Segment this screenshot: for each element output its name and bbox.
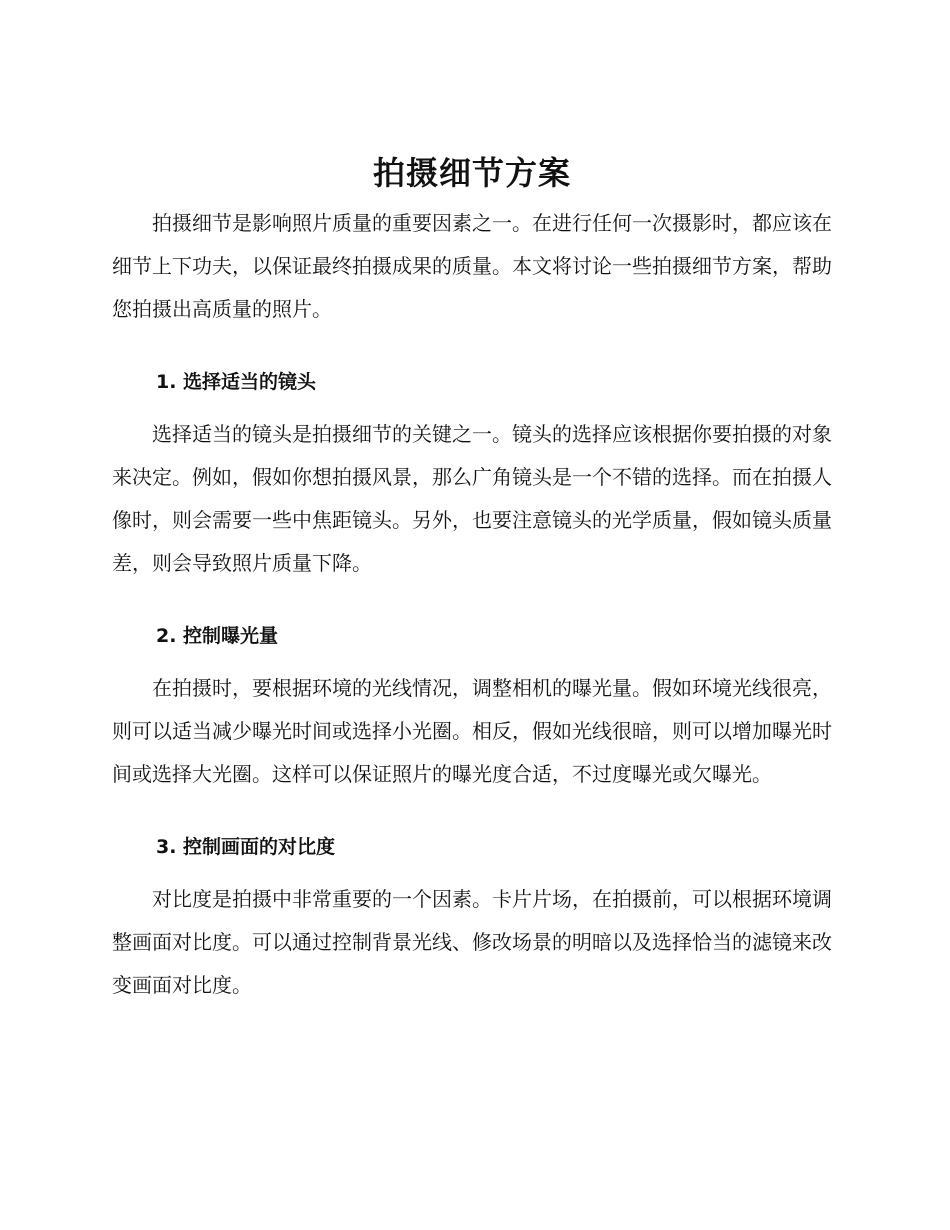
section-body-lens: 选择适当的镜头是拍摄细节的关键之一。镜头的选择应该根据你要拍摄的对象来决定。例如，假如你想拍摄风景，那么广角镜头是一个不错的选择。而在拍摄人像时，则会需要一些中焦距镜头。另外，也要注意镜头的光学质量，假如镜头质量差，则会导致照片质量下降。 — [112, 422, 832, 575]
section-body-exposure: 在拍摄时，要根据环境的光线情况，调整相机的曝光量。假如环境光线很亮，则可以适当减少曝光时间或选择小光圈。相反，假如光线很暗，则可以增加曝光时间或选择大光圈。这样可以保证照片的曝光度合适，不过度曝光或欠曝光。 — [112, 676, 832, 786]
spacer — [112, 397, 832, 413]
section-heading-lens: 1. 选择适当的镜头 — [156, 371, 317, 393]
spacer — [112, 651, 832, 667]
document-page — [112, 150, 832, 1007]
spacer — [112, 331, 832, 367]
document-title: 拍摄细节方案 — [372, 154, 571, 192]
section-body-contrast: 对比度是拍摄中非常重要的一个因素。卡片片场，在拍摄前，可以根据环境调整画面对比度。可以通过控制背景光线、修改场景的明暗以及选择恰当的滤镜来改变画面对比度。 — [112, 887, 832, 997]
spacer — [112, 585, 832, 621]
spacer — [112, 862, 832, 878]
section-heading-exposure: 2. 控制曝光量 — [156, 625, 279, 647]
intro-paragraph: 拍摄细节是影响照片质量的重要因素之一。在进行任何一次摄影时，都应该在细节上下功夫，以保证最终拍摄成果的质量。本文将讨论一些拍摄细节方案，帮助您拍摄出高质量的照片。 — [112, 211, 832, 321]
section-heading-contrast: 3. 控制画面的对比度 — [156, 836, 336, 858]
spacer — [112, 796, 832, 832]
